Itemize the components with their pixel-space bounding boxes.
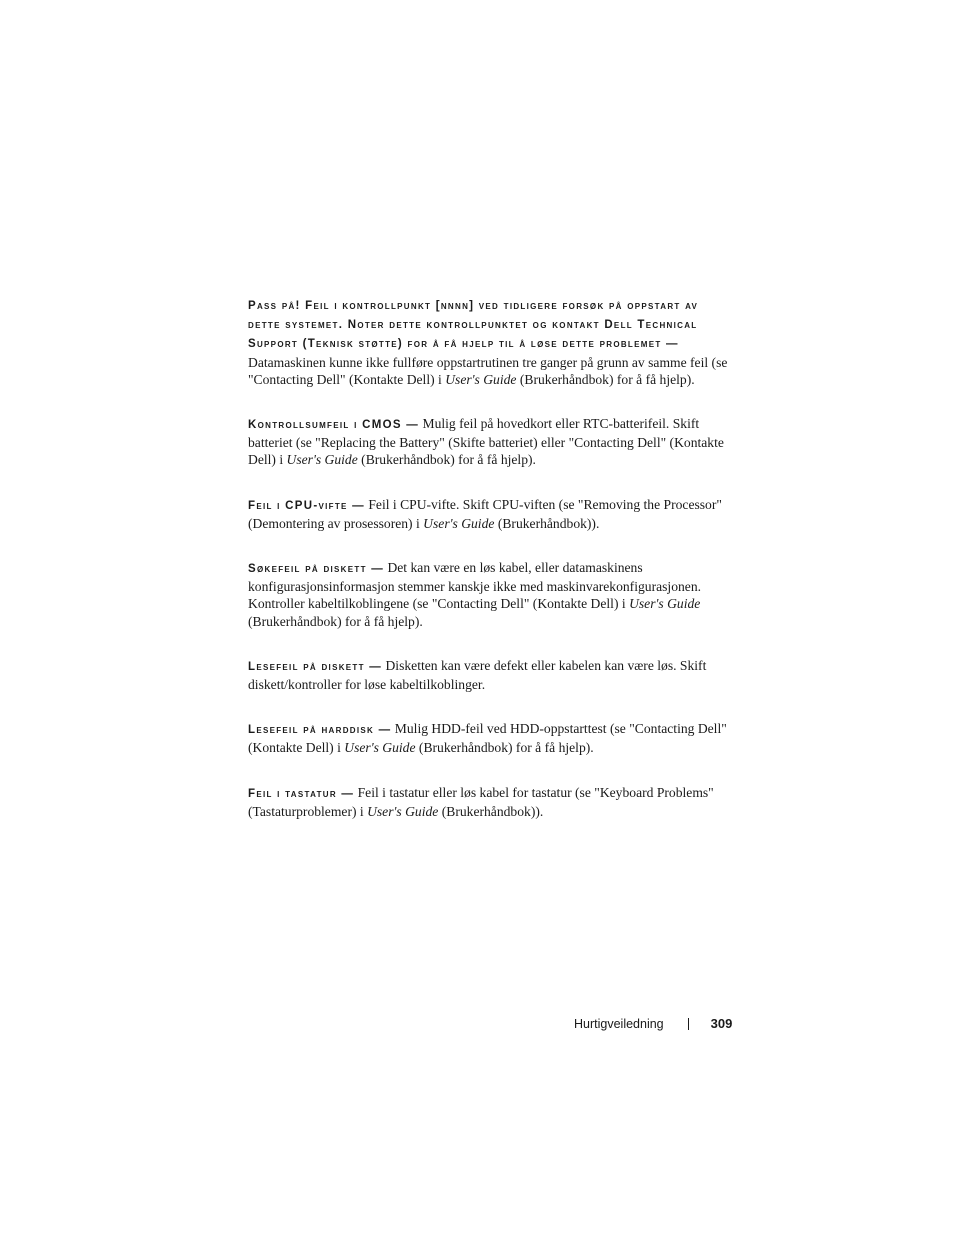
error-entry-cpu-fan	[248, 496, 730, 532]
entry-heading: Lesefeil på harddisk —	[248, 724, 392, 737]
entry-text: Feil i CPU-vifte. Skift CPU-viften (se "Removing the Processor" (Demontering av prosessoren) i	[248, 496, 722, 531]
entry-guide-title: User's Guide	[286, 452, 358, 468]
entry-text: Det kan være en løs kabel, eller datamaskinens konfigurasjonsinformasjon stemmer kanskje ikke med maskinvarekonfigurasjonen. Kontroller kabeltilkoblingene (se "Contacting Dell" (Kontakte Dell) i	[248, 560, 702, 612]
entry-guide-title: User's Guide	[367, 803, 439, 819]
error-entry-harddisk-read	[248, 720, 730, 756]
entry-heading: Pass på! Feil i kontrollpunkt [nnnn] ved tidligere forsøk på oppstart av dette systemet. Noter dette kontrollpunktet og kontakt Dell Technical Support (Teknisk støtte) for å få hjelp til å løse dette problemet —	[248, 300, 699, 351]
document-body	[248, 296, 730, 847]
entry-text-end: (Brukerhåndbok) for å få hjelp).	[357, 452, 536, 468]
entry-guide-title: User's Guide	[629, 596, 701, 612]
entry-text-end: (Brukerhåndbok)).	[494, 515, 600, 531]
entry-text: Feil i tastatur eller løs kabel for tastatur (se "Keyboard Problems" (Tastaturproblemer) i	[248, 784, 714, 819]
entry-heading: Søkefeil på diskett —	[248, 563, 385, 576]
page-number: 309	[710, 1016, 733, 1031]
entry-text: Mulig HDD-feil ved HDD-oppstarttest (se "Contacting Dell" (Kontakte Dell) i	[248, 721, 727, 756]
entry-heading: Lesefeil på diskett —	[248, 660, 383, 673]
error-entry-diskette-seek	[248, 559, 730, 630]
entry-text-end: (Brukerhåndbok) for å få hjelp).	[415, 740, 594, 756]
entry-guide-title: User's Guide	[344, 740, 416, 756]
error-entry-diskette-read	[248, 657, 730, 693]
entry-text: Datamaskinen kunne ikke fullføre oppstartrutinen tre ganger på grunn av samme feil (se "Contacting Dell" (Kontakte Dell) i	[248, 354, 728, 387]
error-entry-checkpoint	[248, 296, 730, 388]
error-entry-keyboard	[248, 784, 730, 820]
footer-divider	[688, 1018, 689, 1030]
error-entry-cmos	[248, 415, 730, 469]
entry-text-end: (Brukerhåndbok) for å få hjelp).	[516, 371, 695, 387]
entry-text-end: (Brukerhåndbok)).	[438, 803, 544, 819]
entry-heading: Feil i tastatur —	[248, 787, 355, 800]
entry-text: Mulig feil på hovedkort eller RTC-batterifeil. Skift batteriet (se "Replacing the Battery" (Skifte batteriet) eller "Contacting Dell" (Kontakte Dell) i	[248, 416, 724, 468]
entry-guide-title: User's Guide	[445, 371, 517, 387]
entry-text: Disketten kan være defekt eller kabelen kan være løs. Skift diskett/kontroller for løse kabeltilkoblinger.	[248, 657, 707, 693]
entry-guide-title: User's Guide	[423, 515, 495, 531]
page-footer	[574, 1016, 732, 1031]
entry-heading: Feil i CPU-vifte —	[248, 499, 365, 512]
entry-text-end: (Brukerhåndbok) for å få hjelp).	[248, 613, 423, 629]
entry-heading: Kontrollsumfeil i CMOS —	[248, 419, 420, 432]
footer-section-title: Hurtigveiledning	[574, 1017, 664, 1031]
